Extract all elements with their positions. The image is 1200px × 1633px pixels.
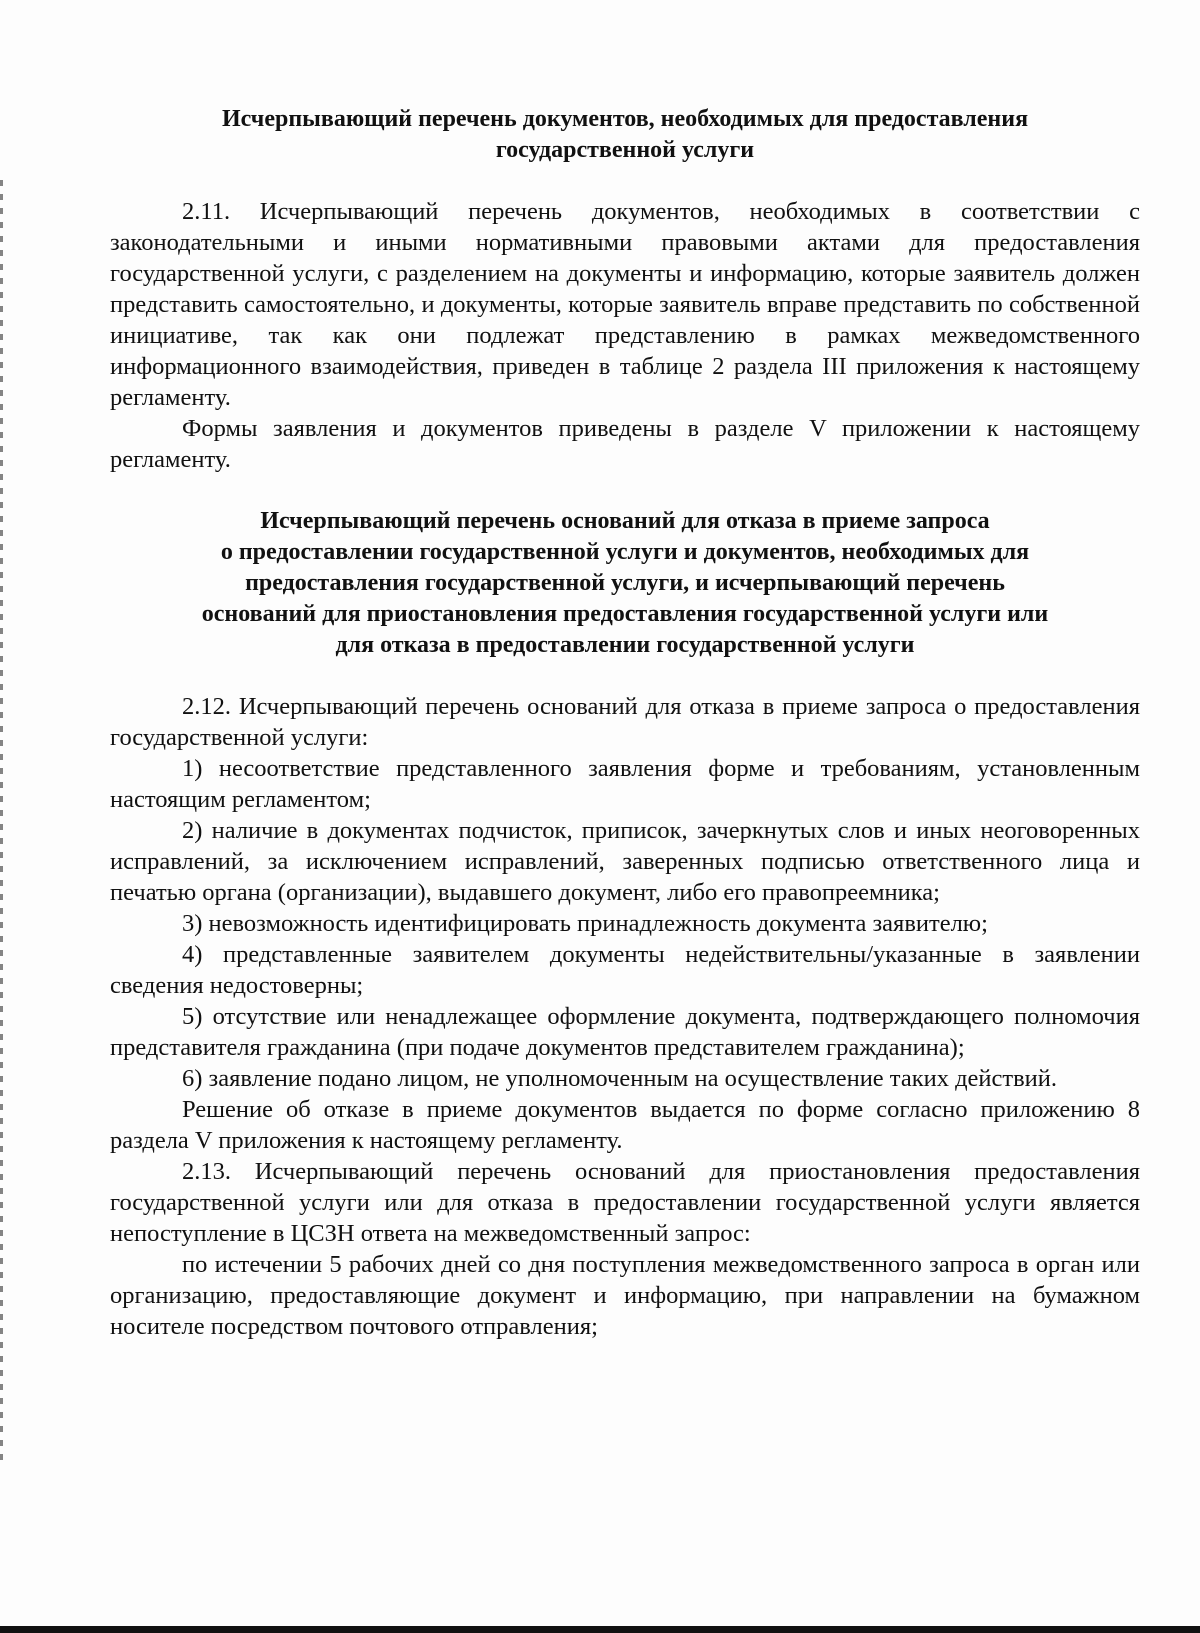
paragraph-2-12: 2.12. Исчерпывающий перечень оснований для отказа в приеме запроса о предоставления государственной услуги: [110,693,1140,751]
document-body [110,104,1140,1342]
paragraph-forms: Формы заявления и документов приведены в разделе V приложении к настоящему регламенту. [110,415,1140,473]
heading-line: о предоставлении государственной услуги и документов, необходимых для [220,539,1030,565]
heading-documents-list [110,104,1140,166]
list-item: по истечении 5 рабочих дней со дня поступления межведомственного запроса в орган или организацию, предоставляющие документ и информацию, при направлении на бумажном носителе посредством почтового отправления; [110,1251,1140,1340]
heading-line: для отказа в предоставлении государственной услуги [335,632,915,658]
heading-line: предоставления государственной услуги, и исчерпывающий перечень [245,570,1005,596]
scan-edge-left [0,180,3,1460]
list-item: 3) невозможность идентифицировать принадлежность документа заявителю; [182,910,988,937]
paragraph-decision: Решение об отказе в приеме документов выдается по форме согласно приложению 8 раздела V приложения к настоящему регламенту. [110,1096,1140,1154]
heading-refusal-grounds [110,506,1140,661]
list-item: 2) наличие в документах подчисток, приписок, зачеркнутых слов и иных неоговоренных исправлений, за исключением исправлений, заверенных подписью ответственного лица и печатью органа (организации), выдавшего документ, либо его правопреемника; [110,817,1140,906]
list-item: 5) отсутствие или ненадлежащее оформление документа, подтверждающего полномочия представителя гражданина (при подаче документов представителем гражданина); [110,1003,1140,1061]
heading-line: Исчерпывающий перечень документов, необходимых для предоставления [221,106,1029,132]
scan-edge-bottom [0,1626,1200,1633]
heading-line: государственной услуги [495,137,755,163]
paragraph-2-13: 2.13. Исчерпывающий перечень оснований для приостановления предоставления государственной услуги или для отказа в предоставлении государственной услуги является непоступление в ЦСЗН ответа на межведомственный запрос: [110,1158,1140,1247]
heading-line: Исчерпывающий перечень оснований для отказа в приеме запроса [260,508,990,534]
list-item: 1) несоответствие представленного заявления форме и требованиям, установленным настоящим регламентом; [110,755,1140,813]
paragraph-2-11: 2.11. Исчерпывающий перечень документов, необходимых в соответствии с законодательными и иными нормативными правовыми актами для предоставления государственной услуги, с разделением на документы и информацию, которые заявитель должен представить самостоятельно, и документы, которые заявитель вправе представить по собственной инициативе, так как они подлежат представлению в рамках межведомственного информационного взаимодействия, приведен в таблице 2 раздела III приложения к настоящему регламенту. [110,198,1140,411]
list-item: 4) представленные заявителем документы недействительны/указанные в заявлении сведения недостоверны; [110,941,1140,999]
list-item: 6) заявление подано лицом, не уполномоченным на осуществление таких действий. [182,1065,1058,1092]
heading-line: оснований для приостановления предоставления государственной услуги или [201,601,1049,627]
